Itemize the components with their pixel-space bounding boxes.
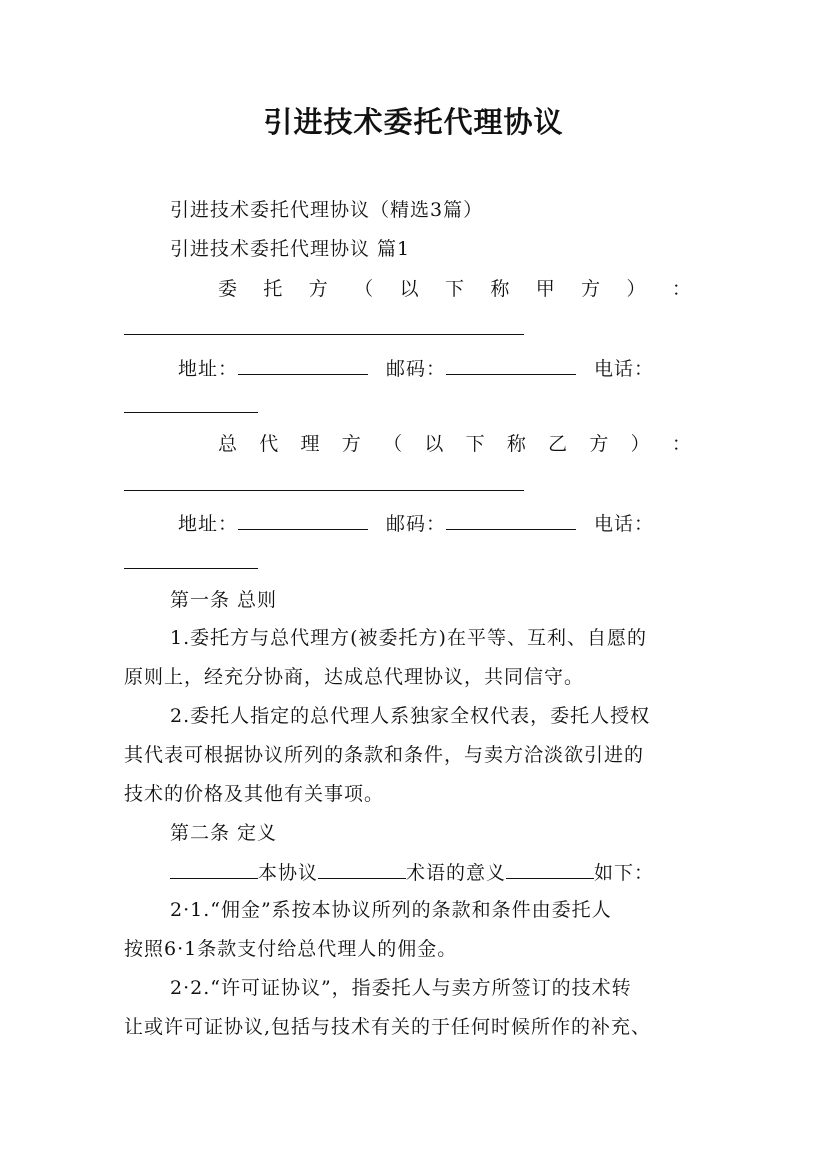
article-2-heading: 第二条 定义 bbox=[170, 822, 278, 844]
paragraph-line: 原则上，经充分协商，达成总代理协议，共同信守。 bbox=[124, 666, 585, 688]
party-a-char: （ bbox=[354, 278, 375, 300]
paragraph-line: 让或许可证协议,包括与技术有关的于任何时候所作的补充、 bbox=[124, 1016, 652, 1038]
postcode-label: 邮码： bbox=[386, 358, 447, 380]
document-subtitle: 引进技术委托代理协议（精选3篇） bbox=[170, 199, 484, 221]
document-title: 引进技术委托代理协议 bbox=[263, 105, 564, 139]
party-b-char: 代 bbox=[259, 433, 280, 455]
definition-text: 术语的意义 bbox=[406, 862, 507, 884]
party-a-char: 下 bbox=[444, 278, 465, 300]
definition-text: 本协议 bbox=[258, 862, 319, 884]
party-b-char: 总 bbox=[218, 433, 239, 455]
party-a-label bbox=[218, 280, 692, 299]
party-b-name-blank[interactable] bbox=[124, 490, 524, 491]
phone-blank[interactable] bbox=[124, 412, 258, 413]
party-b-char: 以 bbox=[424, 433, 445, 455]
address-blank[interactable] bbox=[238, 513, 368, 530]
chapter-heading: 引进技术委托代理协议 篇1 bbox=[170, 238, 411, 260]
party-a-char: 甲 bbox=[535, 278, 556, 300]
party-a-char: 托 bbox=[263, 278, 284, 300]
paragraph-line: 2.委托人指定的总代理人系独家全权代表，委托人授权 bbox=[170, 705, 651, 727]
paragraph-line: 2·2.“许可证协议”，指委托人与卖方所签订的技术转 bbox=[170, 977, 632, 999]
party-a-char: 方 bbox=[308, 278, 329, 300]
address-blank[interactable] bbox=[238, 358, 368, 375]
paragraph-line: 2·1.“佣金”系按本协议所列的条款和条件由委托人 bbox=[170, 899, 612, 921]
party-b-char: ） bbox=[630, 433, 651, 455]
party-b-label bbox=[218, 435, 692, 454]
party-a-contact-row bbox=[178, 358, 698, 379]
party-b-char: 乙 bbox=[548, 433, 569, 455]
fill-blank[interactable] bbox=[318, 862, 406, 879]
article-1-heading: 第一条 总则 bbox=[170, 589, 278, 611]
party-b-char: ： bbox=[671, 433, 692, 455]
fill-blank[interactable] bbox=[170, 862, 258, 879]
party-a-char: 委 bbox=[218, 278, 239, 300]
party-a-char: 方 bbox=[581, 278, 602, 300]
address-label: 地址： bbox=[178, 513, 239, 535]
paragraph-line: 按照6·1条款支付给总代理人的佣金。 bbox=[124, 938, 458, 960]
paragraph-line: 其代表可根据协议所列的条款和条件，与卖方洽淡欲引进的 bbox=[124, 744, 645, 766]
party-b-char: 理 bbox=[300, 433, 321, 455]
party-b-char: 下 bbox=[465, 433, 486, 455]
paragraph-line: 技术的价格及其他有关事项。 bbox=[124, 783, 385, 805]
phone-label: 电话： bbox=[594, 513, 655, 535]
party-a-char: 称 bbox=[490, 278, 511, 300]
definition-text: 如下： bbox=[594, 862, 655, 884]
party-a-char: ： bbox=[671, 278, 692, 300]
party-a-name-blank[interactable] bbox=[124, 334, 524, 335]
paragraph-line: 1.委托方与总代理方(被委托方)在平等、互利、自愿的 bbox=[170, 627, 647, 649]
party-a-char: ） bbox=[626, 278, 647, 300]
phone-blank[interactable] bbox=[124, 568, 258, 569]
party-b-char: （ bbox=[383, 433, 404, 455]
fill-blank[interactable] bbox=[506, 862, 594, 879]
address-label: 地址： bbox=[178, 358, 239, 380]
party-a-char: 以 bbox=[399, 278, 420, 300]
postcode-blank[interactable] bbox=[446, 358, 576, 375]
postcode-blank[interactable] bbox=[446, 513, 576, 530]
party-b-char: 称 bbox=[506, 433, 527, 455]
party-b-char: 方 bbox=[341, 433, 362, 455]
party-b-contact-row bbox=[178, 513, 698, 534]
postcode-label: 邮码： bbox=[386, 513, 447, 535]
definition-intro-row bbox=[170, 862, 704, 883]
phone-label: 电话： bbox=[594, 358, 655, 380]
party-b-char: 方 bbox=[589, 433, 610, 455]
